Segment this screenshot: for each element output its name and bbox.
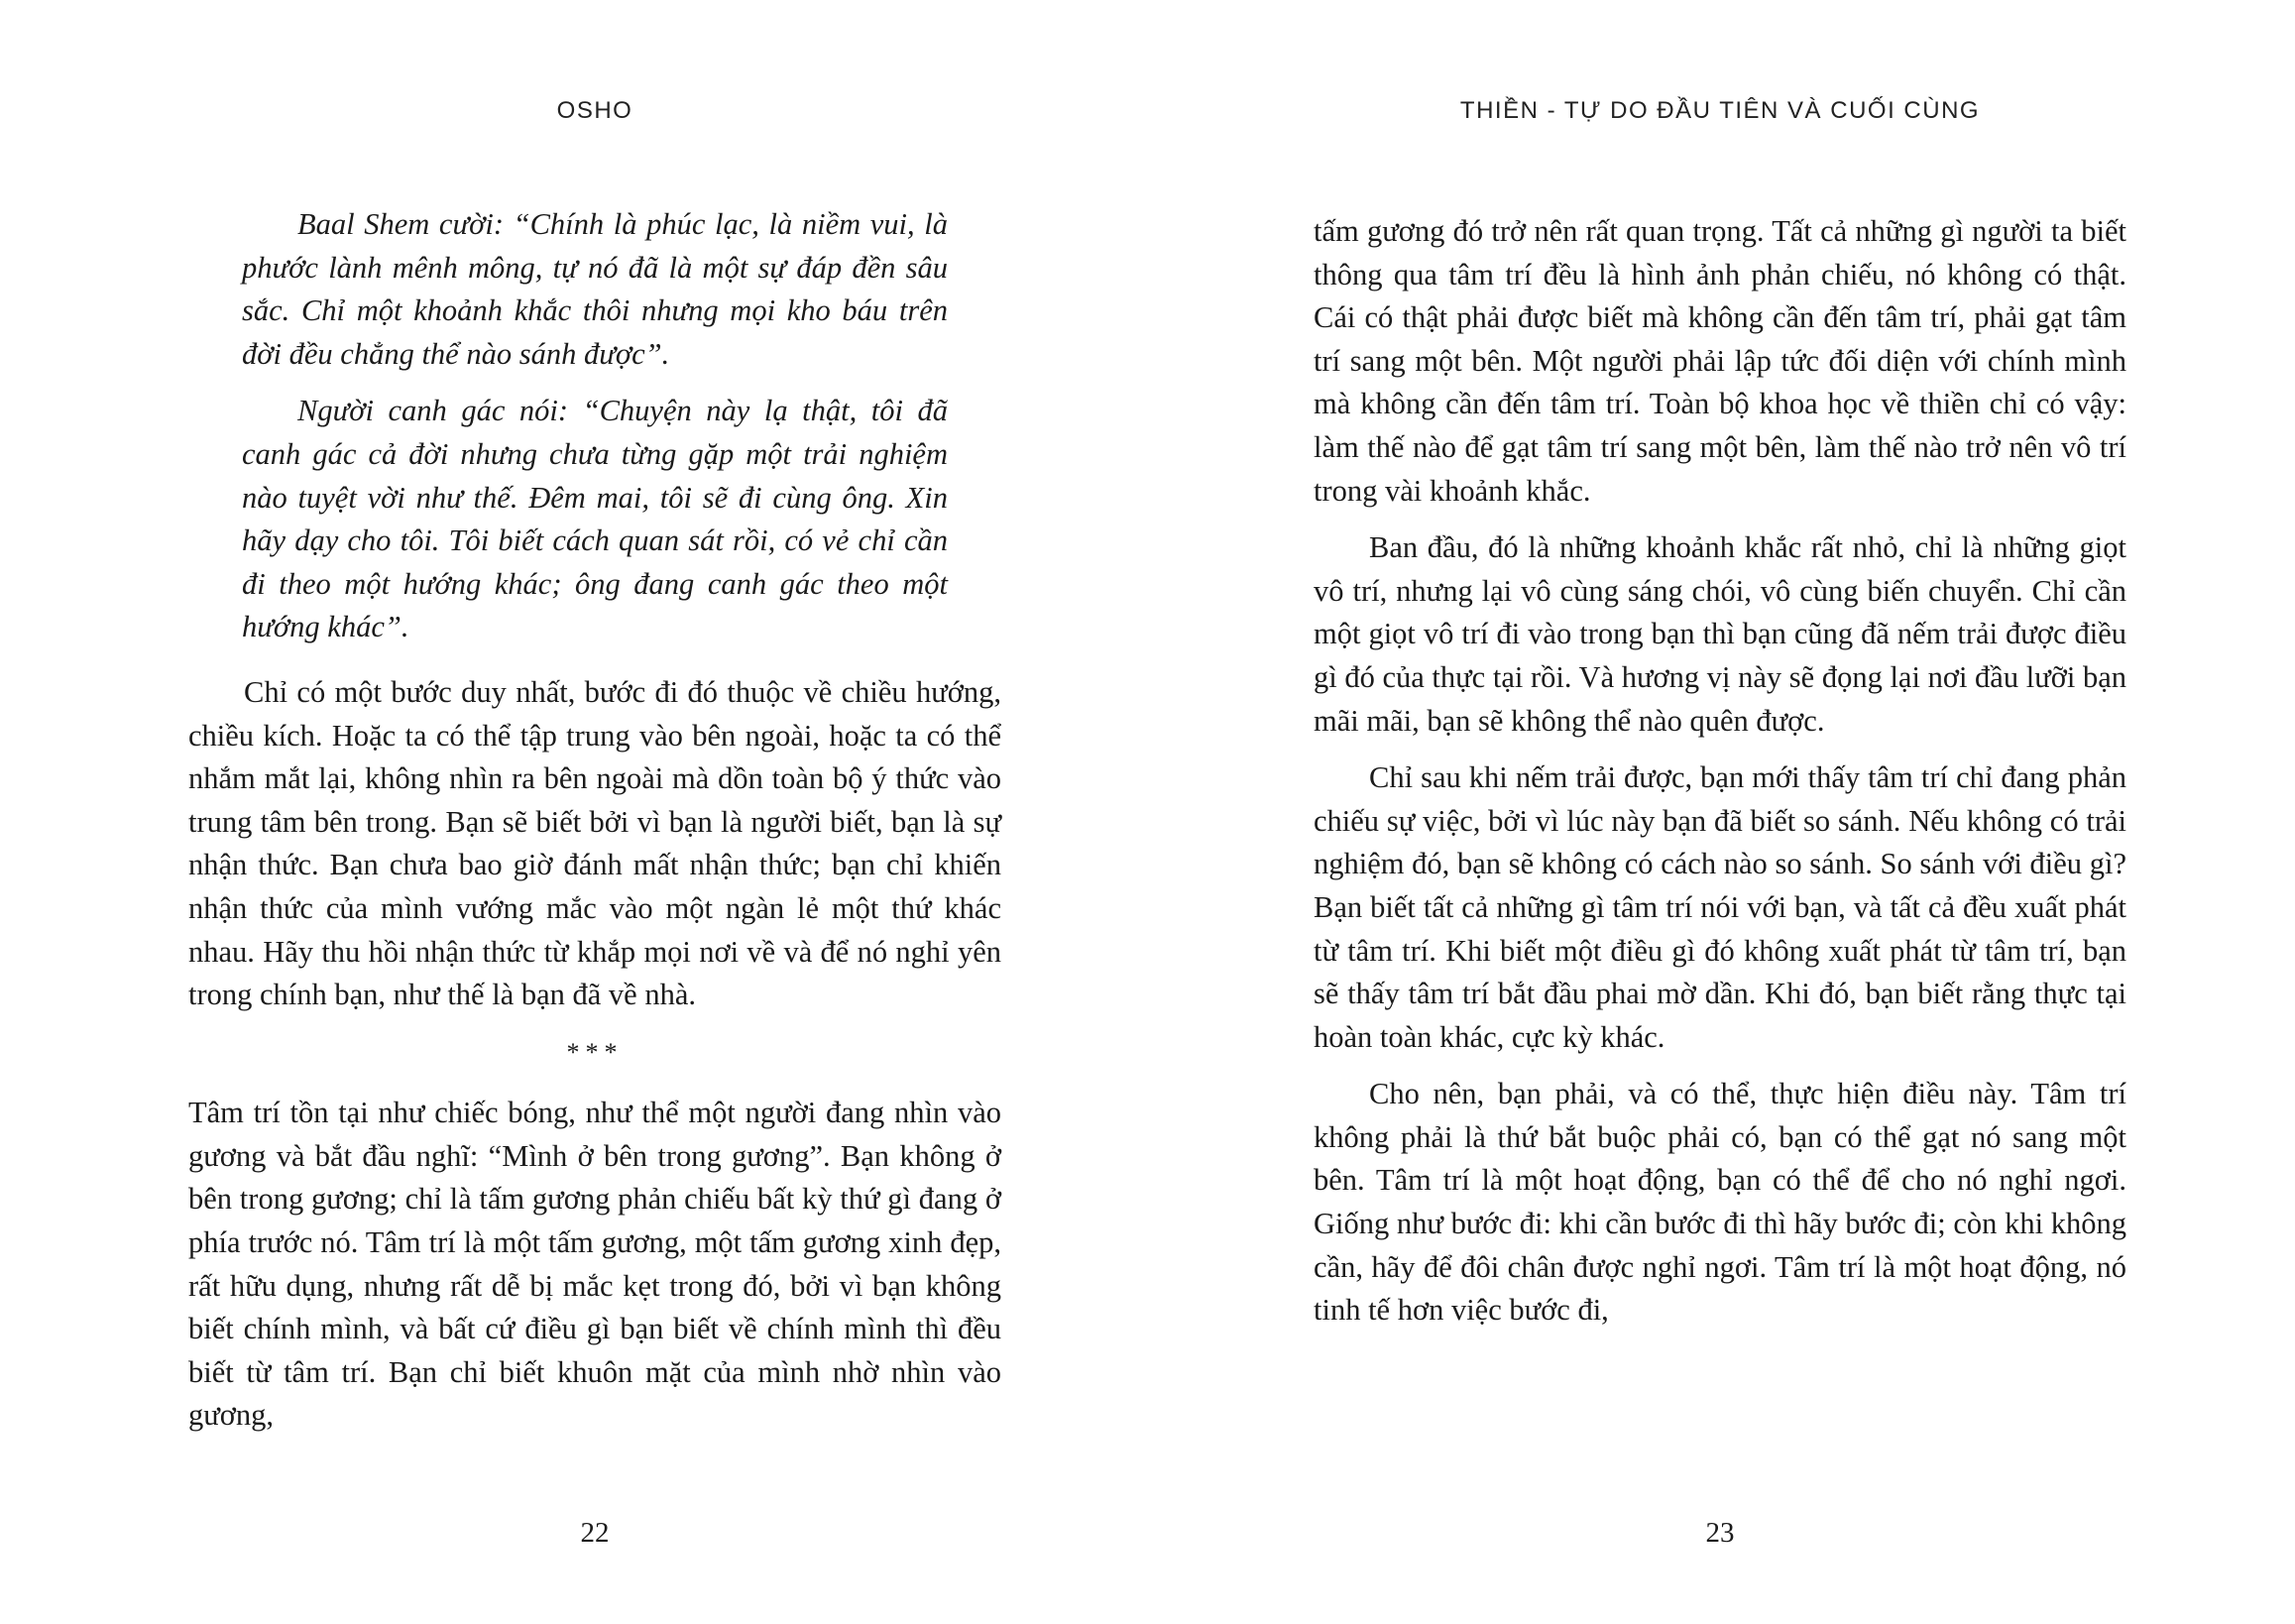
running-head-title: THIỀN - TỰ DO ĐẦU TIÊN VÀ CUỐI CÙNG <box>1459 97 1981 124</box>
body-paragraph: Ban đầu, đó là những khoảnh khắc rất nhỏ, chỉ là những giọt vô trí, nhưng lại vô cùng sáng chói, vô cùng biến chuyển. Chỉ cần một giọt vô trí đi vào trong bạn thì bạn cũng đã nếm trải được điều gì đó của thực tại rồi. Và hương vị này sẽ đọng lại nơi đầu lưỡi bạn mãi mãi, bạn sẽ không thể nào quên được. <box>1314 530 2126 738</box>
running-head-author: OSHO <box>556 97 633 124</box>
section-separator: *** <box>566 1037 624 1067</box>
body-paragraph: tấm gương đó trở nên rất quan trọng. Tất cả những gì người ta biết thông qua tâm trí đều là hình ảnh phản chiếu, nó không có thật. Cái có thật phải được biết mà không cần đến tâm trí, phải gạt tâm trí sang một bên. Một người phải lập tức đối diện với chính mình mà không cần đến tâm trí. Toàn bộ khoa học về thiền chỉ có vậy: làm thế nào để gạt tâm trí sang một bên, làm thế nào trở nên vô trí trong vài khoảnh khắc. <box>1314 214 2126 508</box>
quote-paragraph: Baal Shem cười: “Chính là phúc lạc, là niềm vui, là phước lành mênh mông, tự nó đã là một sự đáp đền sâu sắc. Chỉ một khoảnh khắc thôi nhưng mọi kho báu trên đời đều chẳng thể nào sánh được”. <box>242 207 948 371</box>
page-number: 23 <box>1705 1517 1735 1549</box>
left-page <box>188 0 1001 1624</box>
body-paragraph: Chỉ sau khi nếm trải được, bạn mới thấy tâm trí chỉ đang phản chiếu sự việc, bởi vì lúc này bạn đã biết so sánh. Nếu không có trải nghiệm đó, bạn sẽ không có cách nào so sánh. So sánh với điều gì? Bạn biết tất cả những gì tâm trí nói với bạn, và tất cả đều xuất phát từ tâm trí. Khi biết một điều gì đó không xuất phát từ tâm trí, bạn sẽ thấy tâm trí bắt đầu phai mờ dần. Khi đó, bạn biết rằng thực tại hoàn toàn khác, cực kỳ khác. <box>1314 760 2126 1054</box>
body-paragraph: Tâm trí tồn tại như chiếc bóng, như thể một người đang nhìn vào gương và bắt đầu nghĩ: “Mình ở bên trong gương”. Bạn không ở bên trong gương; chỉ là tấm gương phản chiếu bất kỳ thứ gì đang ở phía trước nó. Tâm trí là một tấm gương, một tấm gương xinh đẹp, rất hữu dụng, nhưng rất dễ bị mắc kẹt trong đó, bởi vì bạn không biết chính mình, và bất cứ điều gì bạn biết về chính mình thì đều biết từ tâm trí. Bạn chỉ biết khuôn mặt của mình nhờ nhìn vào gương, <box>188 1096 1001 1433</box>
right-page <box>1314 0 2126 1624</box>
quote-paragraph: Người canh gác nói: “Chuyện này lạ thật, tôi đã canh gác cả đời nhưng chưa từng gặp một trải nghiệm nào tuyệt vời như thế. Đêm mai, tôi sẽ đi cùng ông. Xin hãy dạy cho tôi. Tôi biết cách quan sát rồi, có vẻ chỉ cần đi theo một hướng khác; ông đang canh gác theo một hướng khác”. <box>242 394 948 644</box>
body-paragraph: Chỉ có một bước duy nhất, bước đi đó thuộc về chiều hướng, chiều kích. Hoặc ta có thể tập trung vào bên ngoài, hoặc ta có thể nhắm mắt lại, không nhìn ra bên ngoài mà dồn toàn bộ ý thức vào trung tâm bên trong. Bạn sẽ biết bởi vì bạn là người biết, bạn là sự nhận thức. Bạn chưa bao giờ đánh mất nhận thức; bạn chỉ khiến nhận thức của mình vướng mắc vào một ngàn lẻ một thứ khác nhau. Hãy thu hồi nhận thức từ khắp mọi nơi về và để nó nghỉ yên trong chính bạn, như thế là bạn đã về nhà. <box>188 674 1001 1012</box>
block-quote <box>242 203 948 649</box>
page-number: 22 <box>580 1517 610 1549</box>
right-body-text <box>1314 210 2126 1346</box>
body-paragraph: Cho nên, bạn phải, và có thể, thực hiện điều này. Tâm trí không phải là thứ bắt buộc phải có, bạn có thể gạt nó sang một bên. Tâm trí là một hoạt động, bạn có thể để cho nó nghỉ ngơi. Giống như bước đi: khi cần bước đi thì hãy bước đi; còn khi không cần, hãy để đôi chân được nghỉ ngơi. Tâm trí là một hoạt động, nó tinh tế hơn việc bước đi, <box>1314 1077 2126 1328</box>
left-body-text <box>188 203 1001 1451</box>
